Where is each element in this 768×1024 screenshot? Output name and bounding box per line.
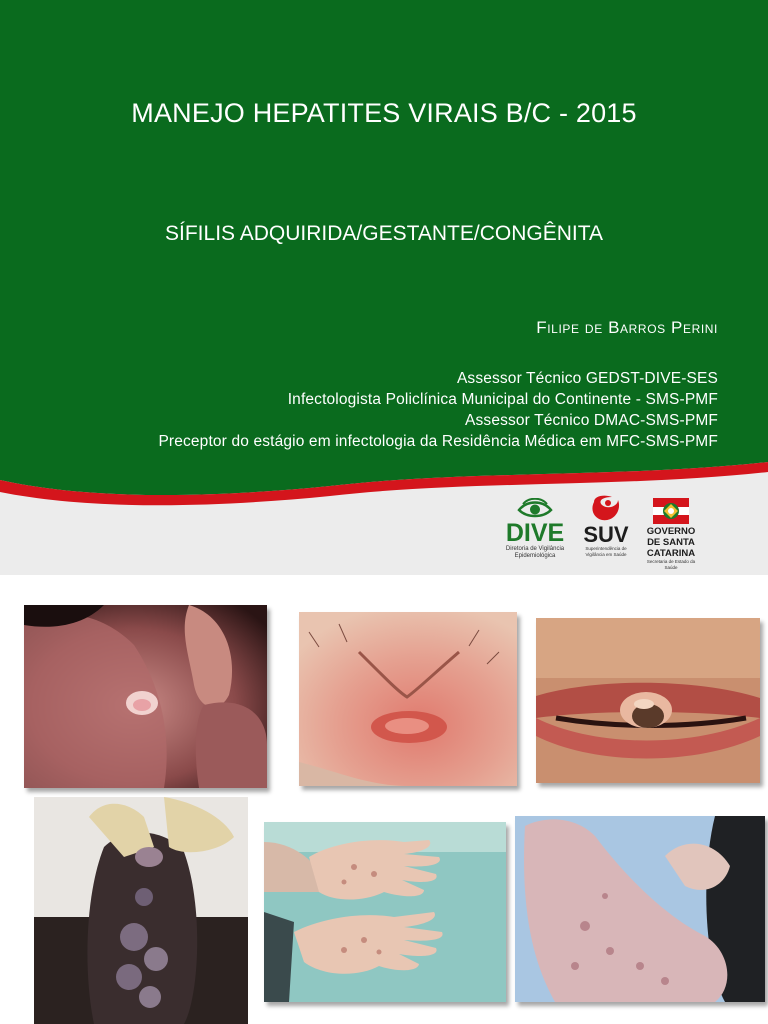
governo-line: CATARINA — [646, 548, 696, 559]
author-name: Filipe de Barros Perini — [536, 318, 718, 337]
state-flag-icon — [651, 496, 691, 526]
slide-subtitle: SÍFILIS ADQUIRIDA/GESTANTE/CONGÊNITA — [165, 222, 603, 245]
dive-subtitle: Diretoria de Vigilância — [505, 546, 565, 552]
photo-palmar-rash — [264, 822, 506, 1002]
photo-condyloma-lata — [34, 797, 248, 1024]
photo-perianal-lesion — [299, 612, 517, 786]
role-line: Preceptor do estágio em infectologia da Residência Médica em MFC-SMS-PMF — [158, 433, 718, 450]
dive-name: DIVE — [505, 519, 565, 547]
governo-subtitle: Secretaria de Estado da Saúde — [646, 559, 696, 570]
author-roles — [158, 368, 718, 452]
photo-plantar-rash — [515, 816, 765, 1002]
role-line: Assessor Técnico DMAC-SMS-PMF — [465, 412, 718, 429]
photo-lip-chancre — [536, 618, 760, 783]
swirl-icon — [588, 494, 624, 524]
suv-logo — [580, 492, 632, 558]
eye-icon — [517, 498, 553, 520]
governo-line: GOVERNO — [646, 526, 696, 537]
slide-title: MANEJO HEPATITES VIRAIS B/C - 2015 — [131, 98, 637, 128]
role-line: Assessor Técnico GEDST-DIVE-SES — [456, 370, 718, 387]
governo-line: DE SANTA — [647, 537, 695, 548]
photo-penile-chancre — [24, 605, 267, 788]
dive-logo — [500, 492, 570, 560]
role-line: Infectologista Policlínica Municipal do Continente - SMS-PMF — [287, 391, 718, 408]
suv-subtitle: Vigilância em Saúde — [585, 552, 627, 557]
suv-name: SUV — [583, 522, 629, 547]
governo-sc-logo — [642, 492, 700, 571]
suv-subtitle: Superintendência de — [585, 546, 627, 551]
dive-subtitle: Epidemiológica — [514, 553, 556, 559]
